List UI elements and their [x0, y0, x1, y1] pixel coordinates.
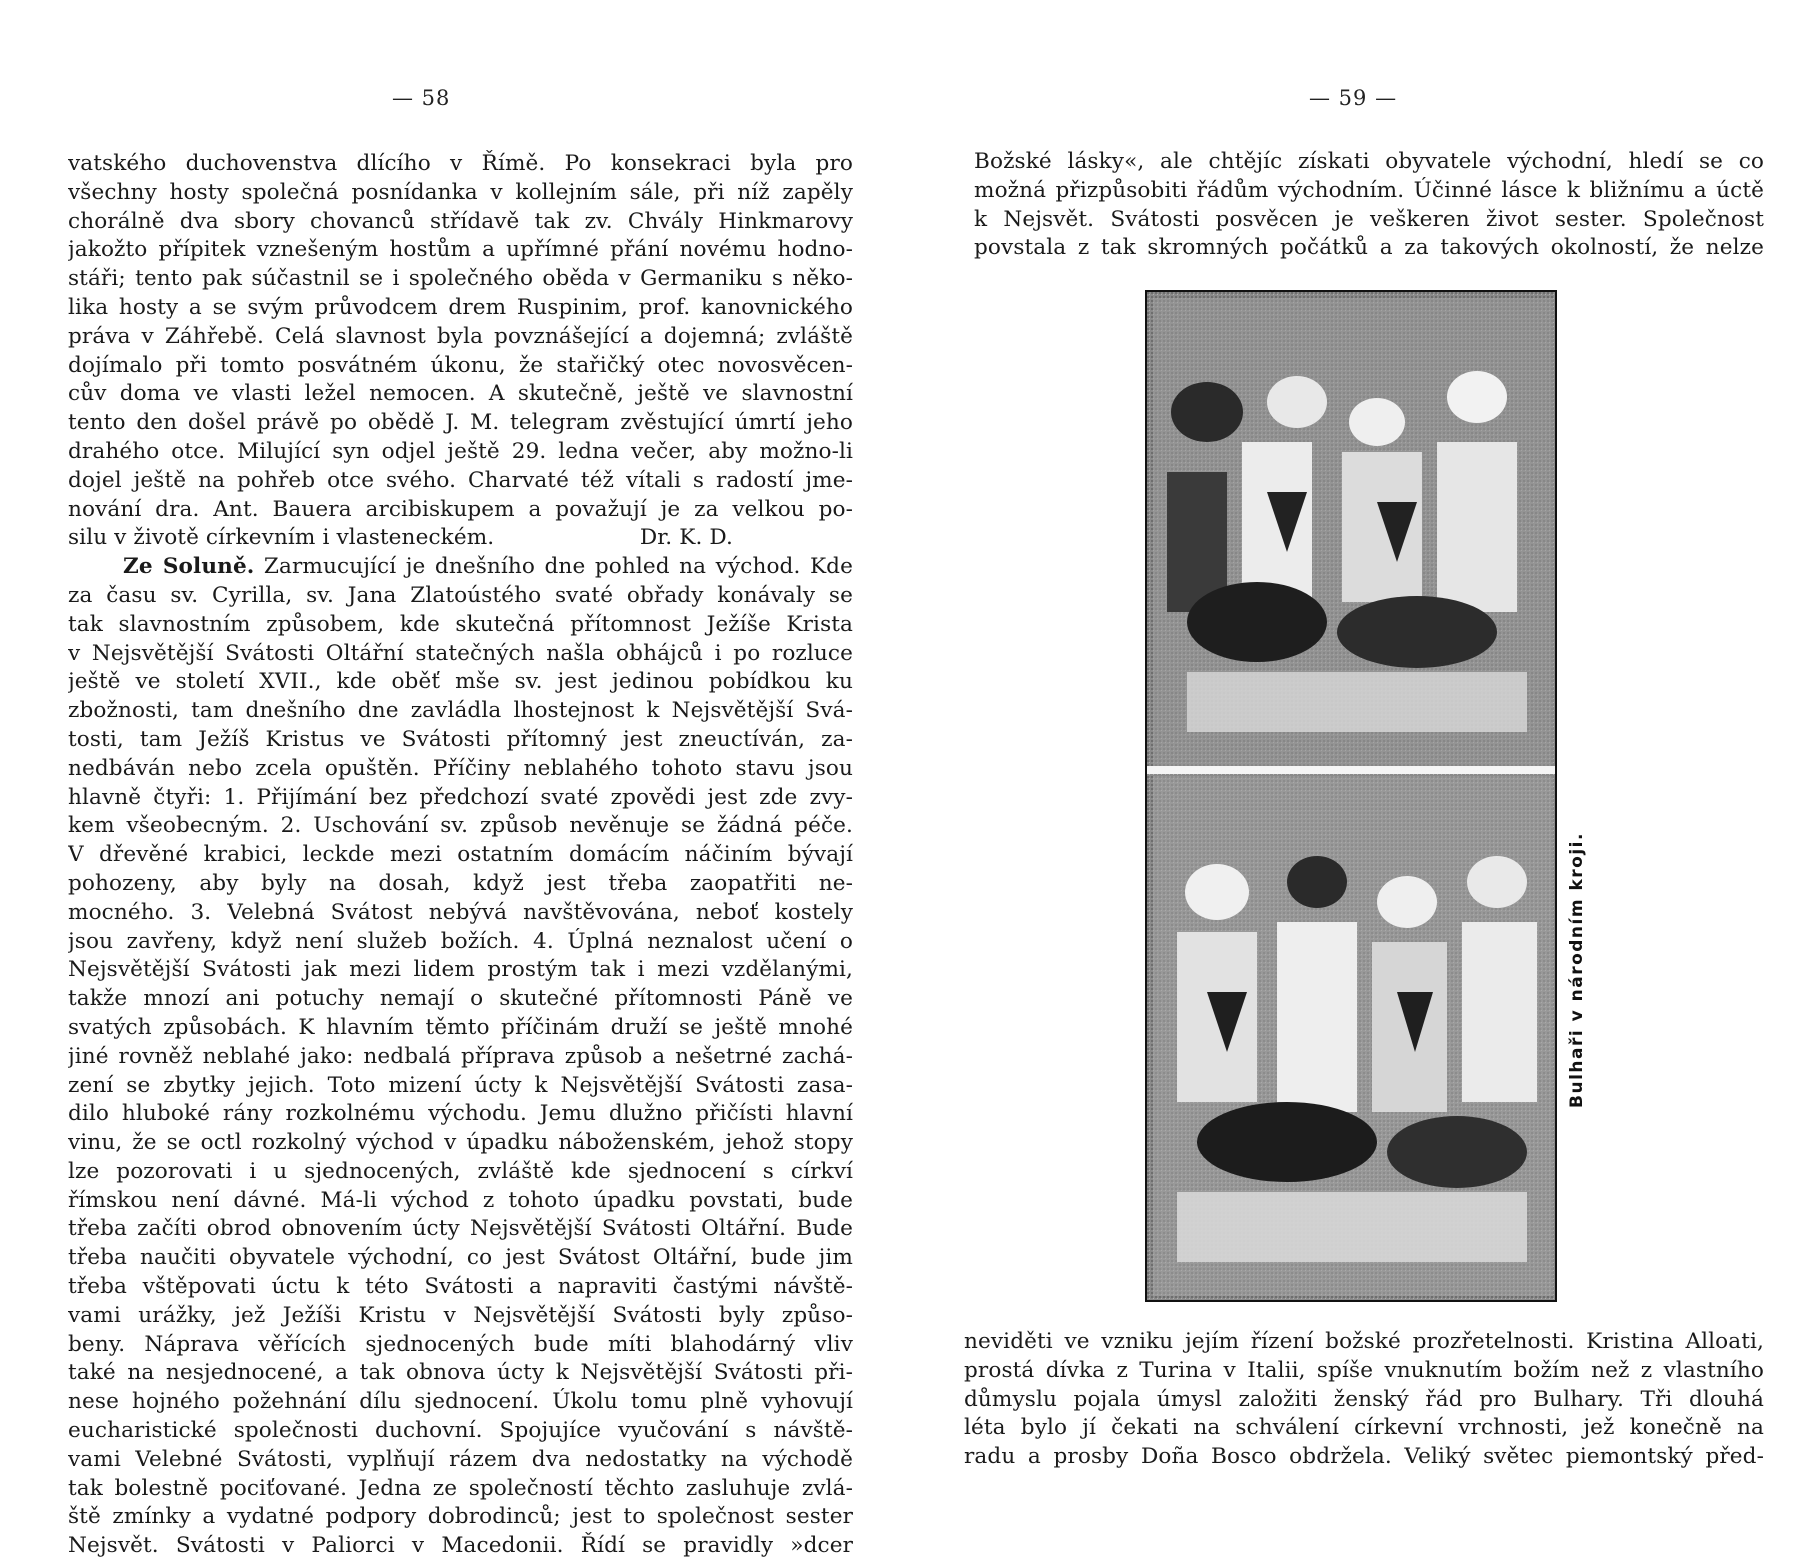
- text-line: beny. Náprava věřících sjednocených bude míti blahodárný vliv: [68, 1331, 853, 1357]
- text-line: dilo hluboké rány rozkolnému východu. Jemu dlužno přičísti hlavní: [68, 1101, 853, 1127]
- right-bottom-text: [964, 1328, 1764, 1472]
- text-line: Božské lásky«, ale chtějíc získati obyvatele východní, hledí se co: [974, 149, 1764, 174]
- text-line: Nejsvět. Svátosti v Paliorci v Macedonii. Řídí se pravidly »dcer: [68, 1533, 853, 1559]
- text-line: práva v Záhřebě. Celá slavnost byla povznášející a dojemná; zvláště: [68, 323, 853, 349]
- text-line: možná přizpůsobiti řádům východním. Účinné lásce k bližnímu a úctě: [974, 177, 1764, 203]
- text-line: tento den došel právě po obědě J. M. telegram zvěstující úmrtí jeho: [68, 410, 853, 436]
- text-line: jakožto přípitek vznešeným hostům a upřímné přání novému hodno-: [68, 237, 853, 263]
- text-line: silu v životě církevním i vlasteneckém.: [68, 525, 495, 551]
- text-line: jsou zavřeny, když není služeb božích. 4. Úplná neznalost učení o: [68, 928, 853, 954]
- text-line: prostá dívka z Turina v Italii, spíše vnuknutím božím než z vlastního: [964, 1357, 1764, 1383]
- text-line: léta bylo jí čekati na schválení církevní vrchnosti, jež konečně na: [964, 1415, 1764, 1441]
- text-line: dojel ještě na pohřeb otce svého. Charvaté též vítali s radostí jme-: [68, 467, 853, 493]
- section-heading: Ze Soluně.: [123, 554, 255, 580]
- text-line: zbožnosti, tam dnešního dne zavládla lhostejnost k Nejsvětější Svá-: [68, 698, 853, 724]
- text-line: V dřevěné krabici, leckde mezi ostatním domácím náčiním bývají: [68, 842, 853, 868]
- text-line: hlavně čtyři: 1. Přijímání bez předchozí svaté zpovědi jest zde zvy-: [68, 784, 853, 810]
- group-photo: [1147, 292, 1557, 1302]
- text-line: kem všeobecným. 2. Uschování sv. způsob nevěnuje se žádná péče.: [68, 813, 853, 839]
- text-line: svatých způsobách. K hlavním těmto příčinám druží se ještě mnohé: [68, 1014, 853, 1040]
- text-line: vinu, že se octl rozkolný východ v úpadku náboženském, jehož stopy: [68, 1130, 853, 1156]
- text-line: k Nejsvět. Svátosti posvěcen je veškeren život sester. Společnost: [974, 206, 1764, 232]
- text-line: pohozeny, aby byly na dosah, když jest třeba zaopatřiti ne-: [68, 870, 853, 896]
- left-body-text: [68, 150, 853, 1561]
- right-top-text: [974, 148, 1764, 263]
- text-line: ještě ve století XVII., kde oběť mše sv. jest jedinou pobídkou ku: [68, 669, 853, 695]
- text-line: mocného. 3. Velebná Svátost nebývá navštěvována, neboť kostely: [68, 899, 853, 925]
- text-line: takže mnozí ani potuchy nemají o skutečné přítomnosti Páně ve: [68, 986, 853, 1012]
- text-line: vami Velebné Svátosti, vyplňují rázem dva nedostatky na východě: [68, 1446, 853, 1472]
- text-line: povstala z tak skromných počátků a za takových okolností, že nelze: [974, 235, 1764, 261]
- text-line: lika hosty a se svým průvodcem drem Ruspinim, prof. kanovnického: [68, 294, 853, 320]
- section-first-line: [68, 553, 853, 582]
- text-line: důmyslu pojala úmysl založiti ženský řád pro Bulhary. Tři dlouhá: [964, 1386, 1764, 1412]
- signature: Dr. K. D.: [639, 525, 733, 551]
- text-line: vami urážky, jež Ježíši Kristu v Nejsvětější Svátosti byly způso-: [68, 1302, 853, 1328]
- text-line: dojímalo při tomto posvátném úkonu, že stařičký otec novosvěcen-: [68, 352, 853, 378]
- text-line: chorálně dva sbory chovanců střídavě tak zv. Chvály Hinkmarovy: [68, 208, 853, 234]
- text-line: lze pozorovati i u sjednocených, zvláště kde sjednocení s církví: [68, 1158, 853, 1184]
- text-line: stáři; tento pak súčastnil se i společného oběda v Germaniku s něko-: [68, 266, 853, 292]
- text-line: nování dra. Ant. Bauera arcibiskupem a považují je za velkou po-: [68, 496, 853, 522]
- page-number: — 58: [392, 86, 451, 110]
- text-line: Nejsvětější Svátosti jak mezi lidem prostým tak i mezi vzdělanými,: [68, 957, 853, 983]
- text-line: všechny hosty společná posnídanka v kollejním sále, při níž zapěly: [68, 179, 853, 205]
- photo-panel-upper: [1153, 298, 1553, 768]
- text-line: tak bolestně pociťované. Jedna ze společností těchto zasluhuje zvlá-: [68, 1475, 853, 1501]
- text-line: zení se zbytky jejich. Toto mizení úcty k Nejsvětější Svátosti zasa-: [68, 1072, 853, 1098]
- text-line: nedbáván nebo zcela opuštěn. Příčiny neblahého tohoto stavu jsou: [68, 755, 853, 781]
- text-line: neviděti ve vzniku jejím řízení božské prozřetelnosti. Kristina Alloati,: [964, 1329, 1764, 1354]
- text-line: třeba začíti obrod obnovením úcty Nejsvětější Svátosti Oltářní. Bude: [68, 1216, 853, 1242]
- right-page: [902, 0, 1804, 1500]
- text-line: Zarmucující je dnešního dne pohled na východ. Kde: [254, 554, 853, 580]
- text-line: radu a prosby Doña Bosco obdržela. Veliký světec piemontský před-: [964, 1444, 1764, 1470]
- text-line: třeba vštěpovati úctu k této Svátosti a napraviti častými návště-: [68, 1274, 853, 1300]
- figure-caption: Bulhaři v národním kroji.: [1567, 832, 1587, 1108]
- text-line: římskou není dávné. Má-li východ z tohoto úpadku povstati, bude: [68, 1187, 853, 1213]
- text-line: tak slavnostním způsobem, kde skutečná přítomnost Ježíše Krista: [68, 611, 853, 637]
- text-line: také na nesjednocené, a tak obnova úcty k Nejsvětější Svátosti při-: [68, 1360, 853, 1386]
- page-number: — 59 —: [1309, 86, 1398, 110]
- text-line: tosti, tam Ježíš Kristus ve Svátosti přítomný jest zneuctíván, za-: [68, 726, 853, 752]
- text-line: cův doma ve vlasti ležel nemocen. A skutečně, ještě ve slavnostní: [68, 381, 853, 407]
- text-line: drahého otce. Milující syn odjel ještě 29. ledna večer, aby možno-li: [68, 438, 853, 464]
- photo-figure: [1145, 290, 1557, 1302]
- text-line-signed: [68, 524, 853, 553]
- photo-panel-lower: [1153, 776, 1553, 1296]
- text-line: eucharistické společnosti duchovní. Spojujíce vyučování s návště-: [68, 1418, 853, 1444]
- text-line: nese hojného požehnání dílu sjednocení. Úkolu tomu plně vyhovují: [68, 1389, 853, 1415]
- text-line: třeba naučiti obyvatele východní, co jest Svátost Oltářní, bude jim: [68, 1245, 853, 1271]
- text-line: vatského duchovenstva dlícího v Římě. Po konsekraci byla pro: [68, 151, 853, 176]
- text-line: jiné rovněž neblahé jako: nedbalá příprava způsob a nešetrné zachá-: [68, 1043, 853, 1069]
- text-line: v Nejsvětější Svátosti Oltářní statečných našla obhájců i po rozluce: [68, 640, 853, 666]
- text-line: za času sv. Cyrilla, sv. Jana Zlatoústého svaté obřady konávaly se: [68, 582, 853, 608]
- text-line: ště zmínky a vydatné podpory dobrodinců; jest to společnost sester: [68, 1504, 853, 1530]
- left-page: [0, 0, 902, 1559]
